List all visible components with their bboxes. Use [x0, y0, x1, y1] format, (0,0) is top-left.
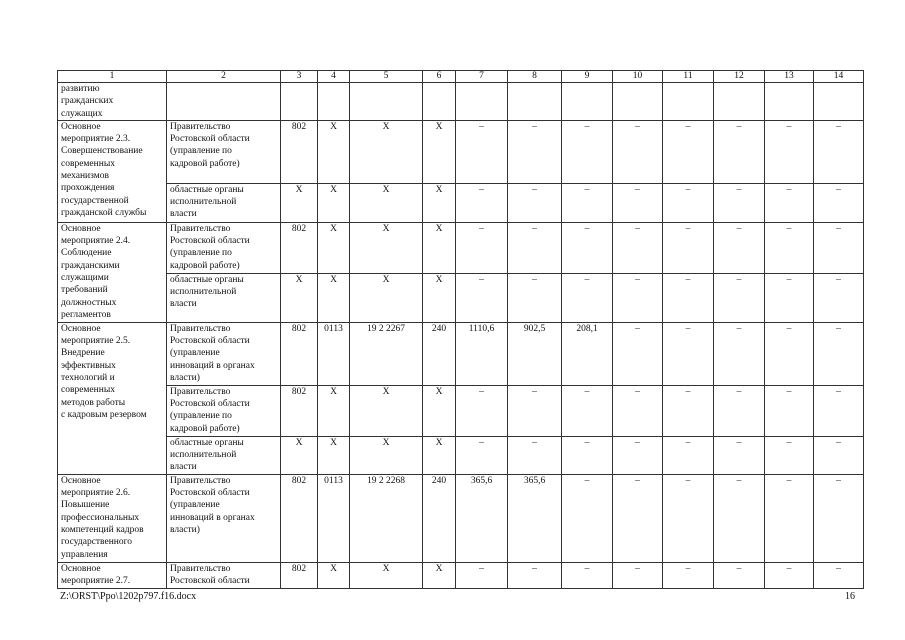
value-cell: 802: [281, 562, 318, 588]
value-cell: Х: [318, 120, 350, 183]
empty-cell: [508, 83, 562, 121]
value-cell: Х: [423, 385, 456, 436]
value-cell: 365,6: [508, 474, 562, 562]
value-cell: –: [613, 562, 663, 588]
value-cell: 365,6: [456, 474, 508, 562]
column-number-header: 6: [423, 71, 456, 83]
value-cell: 0113: [318, 322, 350, 385]
value-cell: Х: [350, 385, 423, 436]
value-cell: Х: [281, 183, 318, 222]
value-cell: –: [613, 436, 663, 474]
value-cell: 802: [281, 385, 318, 436]
value-cell: 802: [281, 322, 318, 385]
value-cell: –: [765, 474, 814, 562]
column-number-header: 5: [350, 71, 423, 83]
value-cell: –: [663, 120, 714, 183]
value-cell: –: [508, 120, 562, 183]
executor-cell: Правительство Ростовской области (управление по кадровой работе): [167, 385, 281, 436]
empty-cell: [318, 83, 350, 121]
value-cell: –: [613, 120, 663, 183]
value-cell: –: [714, 474, 765, 562]
column-number-header: 13: [765, 71, 814, 83]
value-cell: –: [562, 222, 613, 273]
empty-cell: [281, 83, 318, 121]
value-cell: 802: [281, 474, 318, 562]
executor-cell: Правительство Ростовской области (управление инноваций в органах власти): [167, 474, 281, 562]
value-cell: 802: [281, 120, 318, 183]
value-cell: –: [562, 273, 613, 322]
value-cell: –: [456, 120, 508, 183]
empty-cell: [350, 83, 423, 121]
value-cell: Х: [318, 562, 350, 588]
value-cell: –: [613, 183, 663, 222]
value-cell: Х: [318, 436, 350, 474]
column-number-header: 12: [714, 71, 765, 83]
value-cell: –: [765, 120, 814, 183]
value-cell: 240: [423, 474, 456, 562]
value-cell: 1110,6: [456, 322, 508, 385]
value-cell: Х: [423, 562, 456, 588]
value-cell: Х: [423, 436, 456, 474]
value-cell: –: [562, 474, 613, 562]
table-row: [58, 562, 864, 588]
executor-cell: Правительство Ростовской области (управление инноваций в органах власти): [167, 322, 281, 385]
measure-name-cell: Основное мероприятие 2.5. Внедрение эффективных технологий и современных методов работы с кадровым резервом: [58, 322, 167, 474]
column-number-header: 3: [281, 71, 318, 83]
value-cell: –: [714, 562, 765, 588]
value-cell: –: [663, 385, 714, 436]
empty-cell: [423, 83, 456, 121]
measure-name-cell: Основное мероприятие 2.3. Совершенствование современных механизмов прохождения государственной гражданской службы: [58, 120, 167, 222]
column-number-header: 7: [456, 71, 508, 83]
empty-cell: [765, 83, 814, 121]
value-cell: –: [714, 222, 765, 273]
executor-cell: Правительство Ростовской области: [167, 562, 281, 588]
value-cell: –: [814, 273, 864, 322]
table-row: [58, 385, 864, 436]
value-cell: Х: [423, 222, 456, 273]
value-cell: –: [814, 222, 864, 273]
empty-cell: [814, 83, 864, 121]
table-row: [58, 474, 864, 562]
value-cell: –: [814, 385, 864, 436]
value-cell: –: [663, 183, 714, 222]
value-cell: –: [663, 273, 714, 322]
value-cell: –: [508, 222, 562, 273]
value-cell: –: [714, 273, 765, 322]
executor-cell: областные органы исполнительной власти: [167, 436, 281, 474]
value-cell: –: [765, 385, 814, 436]
table-row: [58, 322, 864, 385]
value-cell: 902,5: [508, 322, 562, 385]
value-cell: –: [508, 436, 562, 474]
value-cell: Х: [350, 273, 423, 322]
value-cell: Х: [350, 183, 423, 222]
value-cell: Х: [350, 120, 423, 183]
value-cell: 19 2 2267: [350, 322, 423, 385]
value-cell: –: [765, 273, 814, 322]
value-cell: –: [508, 385, 562, 436]
value-cell: –: [663, 322, 714, 385]
measure-name-cell: Основное мероприятие 2.6. Повышение профессиональных компетенций кадров государственного управления: [58, 474, 167, 562]
value-cell: –: [714, 120, 765, 183]
column-number-header: 1: [58, 71, 167, 83]
value-cell: –: [562, 562, 613, 588]
header-row: [58, 71, 864, 83]
value-cell: –: [765, 562, 814, 588]
executor-cell: Правительство Ростовской области (управление по кадровой работе): [167, 222, 281, 273]
value-cell: –: [613, 273, 663, 322]
value-cell: –: [714, 322, 765, 385]
value-cell: –: [456, 562, 508, 588]
empty-cell: [562, 83, 613, 121]
table-row: [58, 436, 864, 474]
value-cell: Х: [318, 222, 350, 273]
value-cell: –: [765, 183, 814, 222]
value-cell: –: [814, 322, 864, 385]
value-cell: Х: [350, 436, 423, 474]
value-cell: Х: [350, 222, 423, 273]
value-cell: –: [613, 385, 663, 436]
value-cell: –: [765, 222, 814, 273]
value-cell: –: [663, 436, 714, 474]
column-number-header: 2: [167, 71, 281, 83]
value-cell: –: [613, 474, 663, 562]
value-cell: –: [814, 120, 864, 183]
value-cell: 208,1: [562, 322, 613, 385]
value-cell: Х: [281, 436, 318, 474]
empty-cell: [613, 83, 663, 121]
measure-name-cell: Основное мероприятие 2.4. Соблюдение гражданскими служащими требований должностных регламентов: [58, 222, 167, 322]
value-cell: 240: [423, 322, 456, 385]
table-row: [58, 222, 864, 273]
value-cell: –: [663, 474, 714, 562]
value-cell: –: [613, 322, 663, 385]
value-cell: –: [613, 222, 663, 273]
value-cell: –: [663, 222, 714, 273]
value-cell: –: [562, 120, 613, 183]
value-cell: –: [814, 474, 864, 562]
value-cell: Х: [318, 385, 350, 436]
value-cell: Х: [318, 273, 350, 322]
value-cell: –: [508, 183, 562, 222]
column-number-header: 11: [663, 71, 714, 83]
column-number-header: 14: [814, 71, 864, 83]
value-cell: –: [814, 183, 864, 222]
table-row: [58, 120, 864, 183]
value-cell: Х: [350, 562, 423, 588]
empty-cell: [663, 83, 714, 121]
executor-cell: Правительство Ростовской области (управление по кадровой работе): [167, 120, 281, 183]
empty-cell: [167, 83, 281, 121]
value-cell: –: [508, 273, 562, 322]
table-row: [58, 83, 864, 121]
value-cell: –: [714, 385, 765, 436]
program-table: [57, 70, 864, 589]
value-cell: –: [456, 385, 508, 436]
value-cell: –: [562, 436, 613, 474]
value-cell: –: [814, 436, 864, 474]
page-number: 16: [845, 591, 855, 602]
empty-cell: [456, 83, 508, 121]
file-path: Z:\ORST\Ppo\1202p797.f16.docx: [60, 591, 197, 602]
column-number-header: 4: [318, 71, 350, 83]
value-cell: –: [814, 562, 864, 588]
value-cell: Х: [423, 120, 456, 183]
value-cell: –: [456, 436, 508, 474]
value-cell: Х: [423, 273, 456, 322]
empty-cell: [714, 83, 765, 121]
value-cell: 19 2 2268: [350, 474, 423, 562]
value-cell: –: [663, 562, 714, 588]
measure-name-cell: Основное мероприятие 2.7.: [58, 562, 167, 588]
value-cell: Х: [281, 273, 318, 322]
value-cell: –: [765, 322, 814, 385]
value-cell: –: [508, 562, 562, 588]
value-cell: –: [714, 436, 765, 474]
value-cell: –: [456, 273, 508, 322]
table-row: [58, 183, 864, 222]
executor-cell: областные органы исполнительной власти: [167, 183, 281, 222]
value-cell: –: [562, 385, 613, 436]
column-number-header: 8: [508, 71, 562, 83]
value-cell: Х: [318, 183, 350, 222]
value-cell: –: [562, 183, 613, 222]
value-cell: 0113: [318, 474, 350, 562]
value-cell: –: [456, 183, 508, 222]
measure-name-cell: развитию гражданских служащих: [58, 83, 167, 121]
column-number-header: 10: [613, 71, 663, 83]
table-row: [58, 273, 864, 322]
value-cell: –: [765, 436, 814, 474]
value-cell: 802: [281, 222, 318, 273]
value-cell: –: [456, 222, 508, 273]
column-number-header: 9: [562, 71, 613, 83]
value-cell: –: [714, 183, 765, 222]
executor-cell: областные органы исполнительной власти: [167, 273, 281, 322]
value-cell: Х: [423, 183, 456, 222]
